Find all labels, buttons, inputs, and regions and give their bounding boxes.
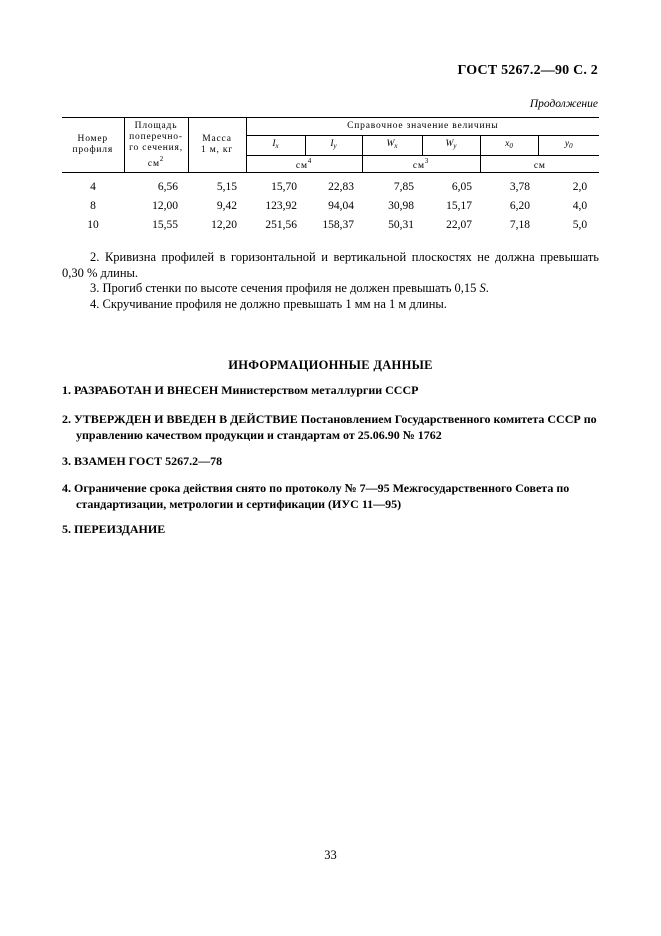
table-row	[62, 173, 599, 197]
table-cell: 6,20	[509, 199, 530, 212]
header-y0	[538, 136, 599, 156]
table-cell: 12,00	[152, 199, 178, 212]
header-profile-number	[62, 118, 124, 173]
table-cell: 7,18	[509, 218, 530, 231]
header-reference-values: Справочное значение величины	[246, 118, 599, 136]
header-y0-symbol: y	[564, 139, 570, 149]
table-row	[62, 196, 599, 215]
header-iy-symbol: I	[330, 139, 334, 149]
header-wx	[362, 136, 422, 156]
table-cell: 4	[90, 180, 96, 193]
table-cell: 22,83	[328, 180, 354, 193]
header-wy-symbol: W	[445, 139, 454, 149]
table-cell: 251,56	[265, 218, 297, 231]
document-header: ГОСТ 5267.2—90 С. 2	[457, 63, 598, 78]
unit-cm4-base: см	[295, 161, 308, 171]
table-cell: 6,56	[157, 180, 178, 193]
header-area-unit-power: 2	[159, 154, 165, 163]
table-cell: 5,15	[216, 180, 237, 193]
table-row	[62, 215, 599, 234]
info-item-developed: 1. РАЗРАБОТАН И ВНЕСЕН Министерством металлургии СССР	[62, 383, 419, 397]
unit-cm4-power: 4	[307, 157, 313, 165]
header-mass-line2: 1 м, кг	[201, 145, 233, 155]
header-x0-symbol: x	[505, 139, 510, 149]
table-cell: 6,05	[451, 180, 472, 193]
table-cell: 3,78	[509, 180, 530, 193]
header-area-line3: го сечения,	[129, 142, 183, 153]
table-body	[62, 173, 599, 235]
unit-cm3-power: 3	[424, 157, 430, 165]
info-item-reissue: 5. ПЕРЕИЗДАНИЕ	[62, 522, 166, 536]
header-wx-sub: x	[394, 142, 398, 150]
header-mass-line1: Масса	[202, 134, 232, 144]
page-number: 33	[324, 848, 337, 862]
note-deflection-symbol: S	[479, 281, 486, 295]
unit-cm3-base: см	[412, 161, 425, 171]
header-profile-number-line2: профиля	[72, 145, 114, 155]
unit-cm3	[362, 156, 480, 173]
table-cell: 15,70	[271, 180, 297, 193]
info-item-approved: 2. УТВЕРЖДЕН И ВВЕДЕН В ДЕЙСТВИЕ Постановлением Государственного комитета СССР по управлению качеством продукции и стандартам от 25.06.90 № 1762	[62, 412, 597, 442]
header-cross-section-area	[124, 118, 188, 173]
table-cell: 30,98	[388, 199, 414, 212]
table-cell: 2,0	[572, 180, 588, 193]
header-x0-sub: 0	[509, 142, 513, 150]
unit-cm4	[246, 156, 362, 173]
table-cell: 7,85	[393, 180, 414, 193]
note-deflection-end: .	[485, 281, 489, 295]
header-area-unit: см	[147, 158, 160, 169]
header-wy-sub: y	[453, 142, 457, 150]
table-cell: 15,17	[446, 199, 472, 212]
specification-table	[62, 117, 599, 234]
table-cell: 5,0	[572, 218, 588, 231]
table-cell: 9,42	[216, 199, 237, 212]
table-cell: 158,37	[322, 218, 354, 231]
continued-label: Продолжение	[529, 98, 598, 110]
table-cell: 50,31	[388, 218, 414, 231]
header-area-line2: поперечно-	[129, 131, 183, 142]
header-wx-symbol: W	[386, 139, 395, 149]
info-heading: ИНФОРМАЦИОННЫЕ ДАННЫЕ	[228, 358, 433, 372]
header-y0-sub: 0	[569, 142, 573, 150]
table-cell: 12,20	[211, 218, 237, 231]
header-area-line1: Площадь	[134, 120, 178, 131]
info-item-validity: 4. Ограничение срока действия снято по протоколу № 7—95 Межгосударственного Совета по стандартизации, метрологии и сертификации (ИУС 11—95)	[62, 481, 570, 511]
table-cell: 4,0	[572, 199, 588, 212]
header-iy	[305, 136, 362, 156]
note-deflection	[90, 281, 489, 297]
header-profile-number-line1: Номер	[77, 134, 108, 144]
info-item-replaces: 3. ВЗАМЕН ГОСТ 5267.2—78	[62, 454, 223, 468]
note-curvature: 2. Кривизна профилей в горизонтальной и вертикальной плоскостях не должна превышать 0,30 % длины.	[62, 250, 599, 280]
note-deflection-text: 3. Прогиб стенки по высоте сечения профиля не должен превышать 0,15	[90, 281, 480, 295]
header-mass	[188, 118, 246, 173]
table-cell: 8	[90, 199, 96, 212]
header-ix-symbol: I	[272, 139, 276, 149]
header-wy	[422, 136, 480, 156]
note-twist: 4. Скручивание профиля не должно превышать 1 мм на 1 м длины.	[90, 297, 447, 311]
header-ix-sub: x	[275, 142, 279, 150]
table-cell: 10	[87, 218, 99, 231]
table-cell: 123,92	[265, 199, 297, 212]
header-iy-sub: y	[333, 142, 337, 150]
unit-cm-base: см	[533, 161, 546, 171]
table-cell: 94,04	[328, 199, 354, 212]
table-cell: 15,55	[152, 218, 178, 231]
header-ix	[246, 136, 305, 156]
unit-cm	[480, 156, 599, 173]
table-cell: 22,07	[446, 218, 472, 231]
header-x0	[480, 136, 538, 156]
